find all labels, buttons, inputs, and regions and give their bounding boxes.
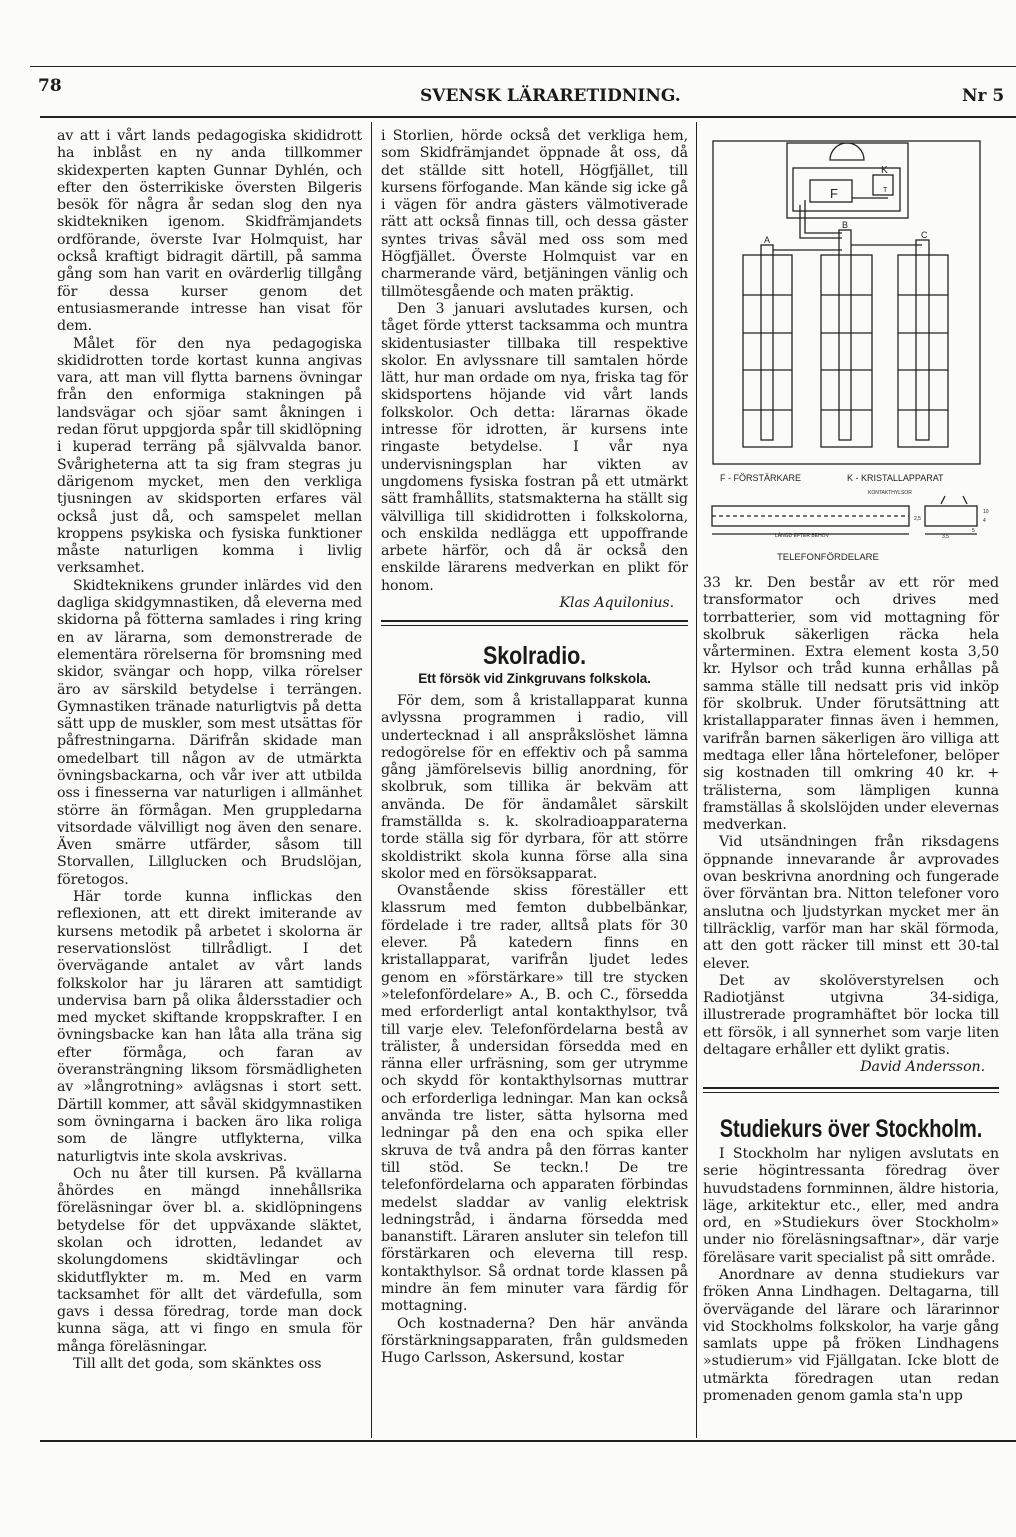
page-number: 78 [38, 76, 62, 96]
figure-caption: TELEFONFÖRDELARE [777, 552, 879, 563]
teacher-seat [830, 143, 864, 160]
contact-sockets-label: KONTAKTHYLSOR [868, 490, 912, 496]
column-divider [371, 122, 372, 1438]
article-heading: Skolradio. [482, 642, 587, 671]
row-b-label: B [842, 220, 849, 230]
bench-row-c [898, 240, 948, 447]
row-a-label: A [764, 235, 771, 245]
section-rule [381, 620, 688, 626]
author-signature: David Andersson. [860, 1059, 985, 1076]
paragraph: Det av skolöverstyrelsen och Radiotjänst utgivna 34-sidiga, illustrerade programhäftet bör locka till ett försök, i all synnerhet som varje liten deltagare erhåller ett dylikt gratis. [703, 972, 999, 1059]
dimension-label: 2,5 [914, 516, 921, 522]
paragraph: Anordnare av denna studiekurs var fröken Anna Lindhagen. Deltagarna, till övervägande del lärare och lärarinnor vid Stockholms folkskolor, ha varje gång samlats uppe på fröken Lindhagens »studierum» vid Fjällgatan. Icke blott de utmärkta föredragen utan redan promenaden genom gamla sta'n upp [703, 1266, 999, 1405]
bench-row-a [743, 245, 792, 447]
article-column-1 [57, 128, 362, 1373]
bench-row-b [821, 230, 872, 447]
classroom-outline [713, 141, 980, 464]
legend-amplifier: F - FÖRSTÄRKARE [720, 473, 802, 483]
paragraph: Och nu åter till kursen. På kvällarna åhördes en mängd innehållsrika föreläsningar över bl. a. skidlöpningens betydelse för det uppväxande släktet, skolan och idrotten, ledandet av skolungdomens skidtävlingar och skidutflykter m. m. Med en varm tacksamhet för allt det värdefulla, som gavs i dessa föredrag, torde man dock kunna säga, att vi fingo en smula för många föreläsningar. [57, 1165, 362, 1355]
header-rule [40, 116, 1016, 118]
telephone-label: T [883, 187, 888, 194]
distributor-section [925, 506, 977, 526]
paragraph: Skidteknikens grunder inlärdes vid den dagliga skidgymnastiken, då eleverna med skidorna på fötterna samlades i ring kring en av lärarna, som demonstrerade de elementära rörelserna för bromsning med skidor, svängar och hopp, vilka rörelser äro av särskild betydelse i terrängen. Gymnastiken tränade naturligtvis på detta sätt upp de muskler, som mest utsättas för påfrestningarna. Därifrån skidade man omedelbart till någon av de utmärkta övningsbackarna, och vår iver att utbilda oss i finesserna var naturligen i allmänhet större än förmågan. Men gruppledarna vitsordade välvilligt nog även den senare. Även smärre utfärder, såsom till Storvallen, Lillglucken och Brudslöjan, företogos. [57, 577, 362, 888]
dimension-label: 4 [983, 518, 986, 524]
paragraph: i Storlien, hörde också det verkliga hem, som Skidfrämjandet öppnade åt oss, då det ställde sitt hotell, Högfjället, till kursens förfogande. Man kände sig icke gå i vägen för andra gästers välmotiverade rätt att också finnas till, och dessa gäster syntes trivas såväl med oss som med Högfjället. Överste Holmquist var en charmerande värd, betjäningen vänlig och tillmötesgående och maten präktig. [381, 128, 688, 300]
issue-number: Nr 5 [962, 86, 1005, 106]
publication-title: SVENSK LÄRARETIDNING. [420, 86, 681, 106]
paragraph: Vid utsändningen från riksdagens öppnande innevarande år avprovades ovan beskrivna anordning och fungerade över förväntan bra. Nitton telefoner voro anslutna och ljudstyrkan mycket mer än tillräcklig, varför man har skäl förmoda, att den gott räcker till minst ett 30-tal elever. [703, 834, 999, 972]
paragraph: Till allt det goda, som skänktes oss [73, 1356, 322, 1373]
crystal-label: K [881, 165, 888, 176]
legend-crystal-set: K - KRISTALLAPPARAT [847, 473, 944, 483]
paragraph: Ovanstående skiss föreställer ett klassrum med femton dubbelbänkar, fördelade i tre rader, alltså plats för 30 elever. På katedern finns en kristallapparat, varifrån ljudet ledes genom en »förstärkare» till tre stycken »telefonfördelare» A., B. och C., försedda med erforderligt antal kontakthylsor, två till varje elev. Telefonfördelarna bestå av trälister, å undersidan försedda med en ränna eller urfräsning, som ger utrymme och skydd för kontakthylsornas muttrar och erforderliga ledningar. Man kan också använda tre lister, sätta hylsorna med ledningar på den ena och spika eller skruva de två andra på den förras kanter till stöd. Se teckn.! De tre telefonfördelarna och apparaten förbindas medelst sladdar av vanlig elektrisk ledningstråd, i ändarna försedda med bananstift. Läraren ansluter sin telefon till förstärkaren och eleverna till resp. kontakthylsor. Så ordnat torde klassen på mindre än fem minuter vara färdig för mottagning. [381, 883, 688, 1315]
dimension-label: 5 [972, 528, 975, 534]
section-rule [703, 1087, 999, 1093]
column-divider [696, 122, 697, 1438]
paragraph: 33 kr. Den består av ett rör med transformator och drives med torrbatterier, som vid mottagning för skolbruk säkerligen räcka hela vårterminen. Extra element kosta 3,50 kr. Hylsor och tråd kunna erhållas på samma ställe till nedsatt pris vid inköp för skolbruk. Under förutsättning att kristallapparater finnas även i hemmen, varifrån barnen säkerligen äro villiga att medtaga eller låna hörtelefoner, belöper sig kostnaden till omkring 40 kr. + trälisterna, som lämpligen kunna framställas å skolslöjden under elevernas medverkan. [703, 575, 999, 834]
article-subheading: Ett försök vid Zinkgruvans folkskola. [418, 670, 651, 686]
dimension-label: 3,5 [942, 534, 949, 540]
paragraph: I Stockholm har nyligen avslutats en serie högintressanta föredrag över huvudstadens fornminnen, äldre historia, läge, arkitektur etc., eller, med andra ord, en »Studiekurs över Stockholm» under nio föreläsningsaftnar», där varje föreläsare varit specialist på sitt område. [703, 1145, 999, 1266]
author-signature: Klas Aquilonius. [559, 595, 674, 612]
classroom-radio-diagram [700, 130, 1000, 570]
top-rule [30, 66, 1016, 67]
bottom-rule [40, 1440, 1016, 1442]
article-heading: Studiekurs över Stockholm. [719, 1114, 983, 1143]
article-column-2 [381, 128, 688, 1367]
row-c-label: C [921, 230, 928, 240]
paragraph: Och kostnaderna? Den här använda förstärkningsapparaten, från guldsmeden Hugo Carlsson, Askersund, kostar [381, 1315, 688, 1367]
length-label: LÄNGD EFTER BEHOV [775, 533, 829, 539]
amplifier-label: F [830, 186, 838, 201]
dimension-label: 10 [983, 509, 989, 515]
paragraph: Målet för den nya pedagogiska skididrotten torde kortast kunna angivas vara, att man vill flytta barnens övningar från den enformiga stakningen på landsvägar och sjöar samt åkningen i redan förut uppgjorda spår till skidlöpning i kuperad terräng på självvalda banor. Svårigheterna att ta sig fram stegras ju därigenom mycket, men den verkliga tjusningen av skidsporten erfares väl också just då, och samspelet mellan kroppens psykiska och fysiska funktioner måste naturligen komma i livlig verksamhet. [57, 335, 362, 577]
paragraph: Den 3 januari avslutades kursen, och tåget förde ytterst tacksamma och muntra skidentusiaster tillbaka till respektive skolor. En avlyssnare till samtalen hörde lätt, hur man ordade om nya, friska tag för skidsportens höjande vid vårt lands folkskolor. Och detta: lärarnas ökade intresse för idrotten, är kursens inte ringaste betydelse. I vår nya undervisningsplan har vikten av ungdomens fysiska fostran på ett utmärkt sätt framhållits, statsmakterna ha ställt sig välvilliga till skididrotten i folkskolorna, och enskilda nedlägga ett uppoffrande arbete härför, och då är också den enskilde lärarens medverkan en plikt för honom. [381, 300, 688, 594]
paragraph: För dem, som å kristallapparat kunna avlyssna programmen i radio, vill undertecknad i all anspråkslöshet lämna redogörelse för en effektiv och på samma gång jämförelsevis billig anordning, för skolbruk, som tillika är bekväm att använda. De för ändamålet särskilt framställda s. k. skolradioapparaterna torde ställa sig för dyrbara, för att större skoldistrikt skola kunna förse alla sina skolor med en försöksapparat. [381, 692, 688, 882]
article-column-3 [703, 575, 999, 1405]
paragraph: av att i vårt lands pedagogiska skididrott ha inblåst en ny anda tillkommer skidexperten kapten Gunnar Dyhlén, och efter den österrikiske översten Bilgeris besök för några år sedan slog den nya skidtekniken igenom. Skidfrämjandets ordförande, överste Ivar Holmquist, har också kraftigt bidragit därtill, på samma gång som han varit en ovärderlig tillgång för dessa kurser genom det entusiasmerande intresse han visat för dem. [57, 128, 362, 335]
paragraph: Här torde kunna inflickas den reflexionen, att ett direkt imiterande av kursens metodik på arbetet i skolorna är reservationslöst tillrådligt. I det övervägande antalet av vårt lands folkskolor har ju läraren att samtidigt undervisa barn på olika åldersstadier och med mycket skiftande kroppskrafter. I en övningsbacke kan han låta alla träna sig efter förmåga, och faran av överansträngning liksom försmädligheten av »långrotning» avlägsnas i stort sett. Därtill kommer, att såväl skidgymnastiken som övningarna i backen äro lika roliga som de längre utflykterna, vilka naturligtvis inte skola avskrivas. [57, 889, 362, 1165]
